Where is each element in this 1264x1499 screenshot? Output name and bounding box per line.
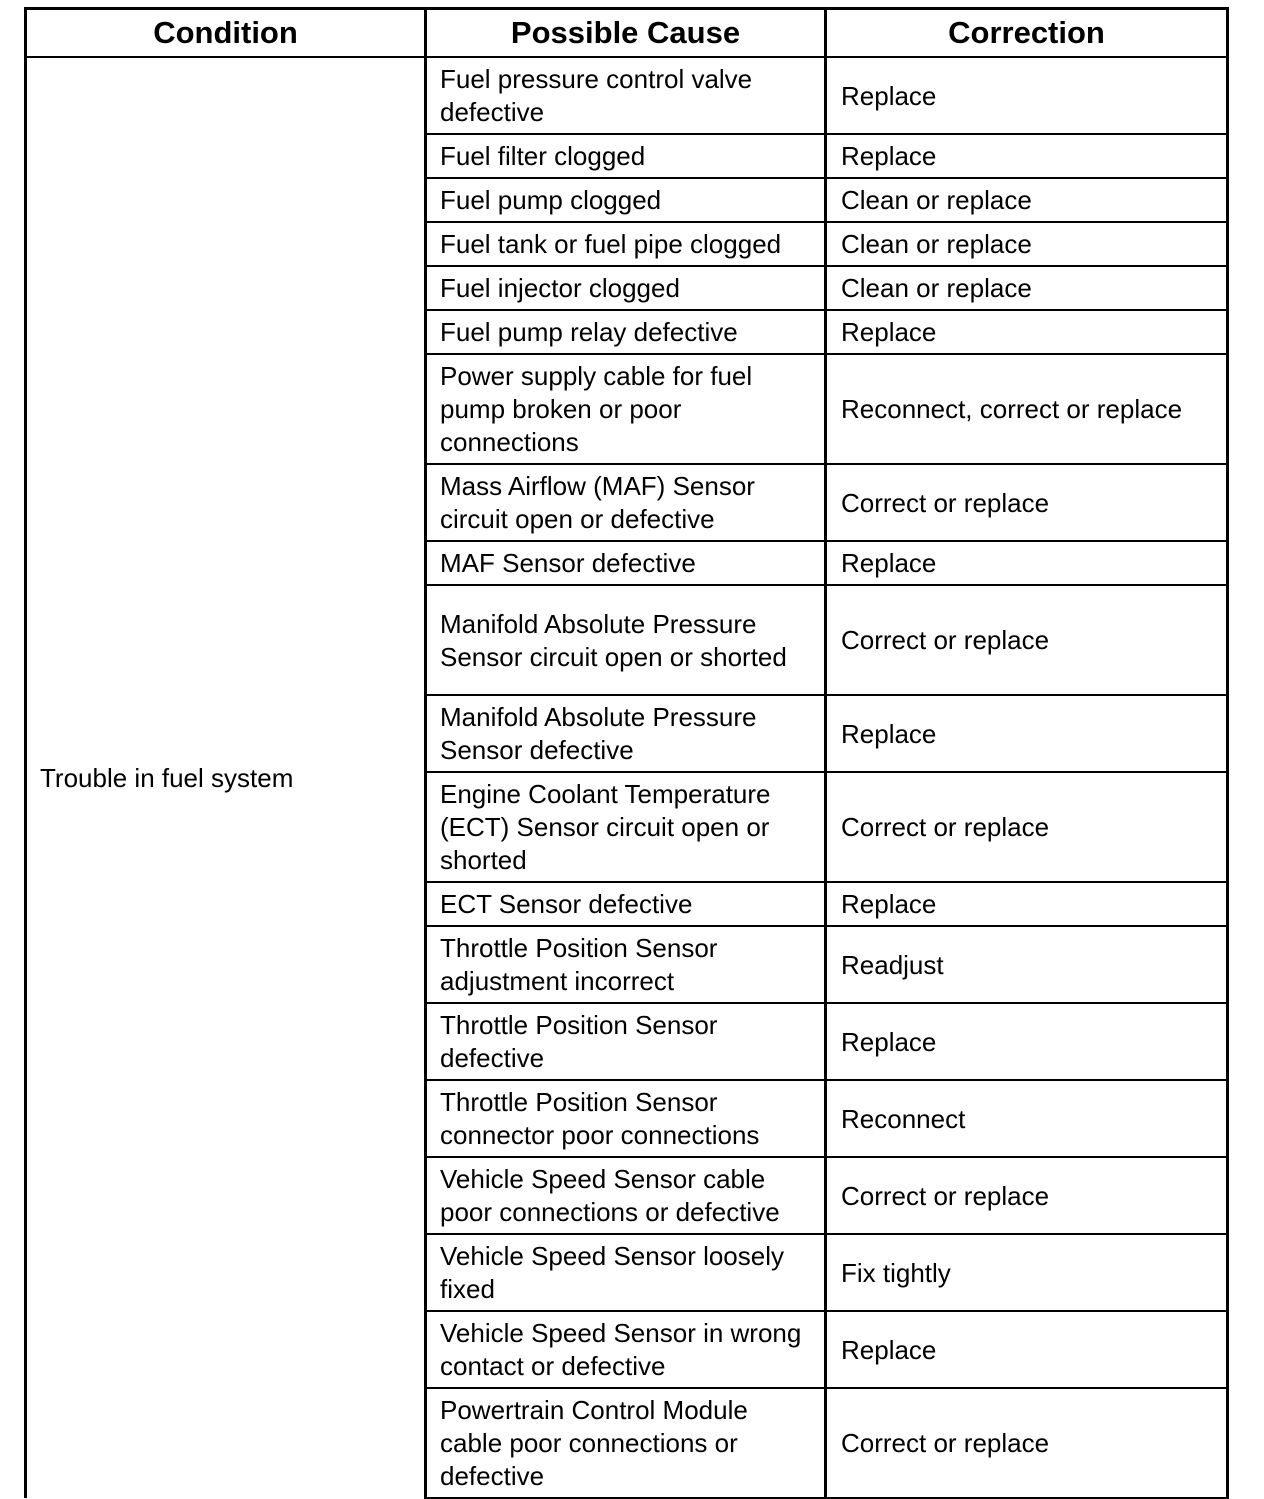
troubleshooting-sheet [24, 7, 1226, 1491]
correction-cell: Replace [826, 695, 1228, 772]
condition-header: Condition [26, 9, 426, 58]
possible-cause-header: Possible Cause [426, 9, 826, 58]
correction-cell: Clean or replace [826, 266, 1228, 310]
correction-cell: Reconnect [826, 1080, 1228, 1157]
correction-cell: Fix tightly [826, 1234, 1228, 1311]
correction-header: Correction [826, 9, 1228, 58]
table-row [26, 57, 1228, 134]
correction-cell: Clean or replace [826, 178, 1228, 222]
correction-cell: Clean or replace [826, 222, 1228, 266]
correction-cell: Correct or replace [826, 772, 1228, 882]
cause-cell: Throttle Position Sensor connector poor connections [426, 1080, 826, 1157]
cause-cell: Powertrain Control Module cable poor connections or defective [426, 1388, 826, 1498]
cause-cell: Power supply cable for fuel pump broken or poor connections [426, 354, 826, 464]
cause-cell: Throttle Position Sensor adjustment incorrect [426, 926, 826, 1003]
header-row [26, 9, 1228, 58]
cause-cell: Vehicle Speed Sensor loosely fixed [426, 1234, 826, 1311]
cause-cell: ECT Sensor defective [426, 882, 826, 926]
correction-cell: Replace [826, 541, 1228, 585]
correction-cell: Reconnect, correct or replace [826, 354, 1228, 464]
correction-cell: Correct or replace [826, 1388, 1228, 1498]
cause-cell: Fuel tank or fuel pipe clogged [426, 222, 826, 266]
condition-cell: Trouble in fuel system [26, 57, 426, 1498]
correction-cell: Correct or replace [826, 464, 1228, 541]
cause-cell: Fuel injector clogged [426, 266, 826, 310]
cause-cell: Fuel pump relay defective [426, 310, 826, 354]
cause-cell: Throttle Position Sensor defective [426, 1003, 826, 1080]
correction-cell: Replace [826, 134, 1228, 178]
cause-cell: Manifold Absolute Pressure Sensor defective [426, 695, 826, 772]
correction-cell: Replace [826, 57, 1228, 134]
cause-cell: Manifold Absolute Pressure Sensor circuit open or shorted [426, 585, 826, 695]
cause-cell: Fuel pump clogged [426, 178, 826, 222]
cause-cell: Vehicle Speed Sensor cable poor connections or defective [426, 1157, 826, 1234]
cause-cell: MAF Sensor defective [426, 541, 826, 585]
cause-cell: Engine Coolant Temperature (ECT) Sensor circuit open or shorted [426, 772, 826, 882]
cause-cell: Mass Airflow (MAF) Sensor circuit open or defective [426, 464, 826, 541]
cause-cell: Fuel pressure control valve defective [426, 57, 826, 134]
correction-cell: Replace [826, 882, 1228, 926]
correction-cell: Correct or replace [826, 1157, 1228, 1234]
troubleshooting-table [24, 7, 1229, 1499]
correction-cell: Correct or replace [826, 585, 1228, 695]
correction-cell: Replace [826, 1003, 1228, 1080]
correction-cell: Readjust [826, 926, 1228, 1003]
cause-cell: Vehicle Speed Sensor in wrong contact or defective [426, 1311, 826, 1388]
correction-cell: Replace [826, 1311, 1228, 1388]
correction-cell: Replace [826, 310, 1228, 354]
cause-cell: Fuel filter clogged [426, 134, 826, 178]
